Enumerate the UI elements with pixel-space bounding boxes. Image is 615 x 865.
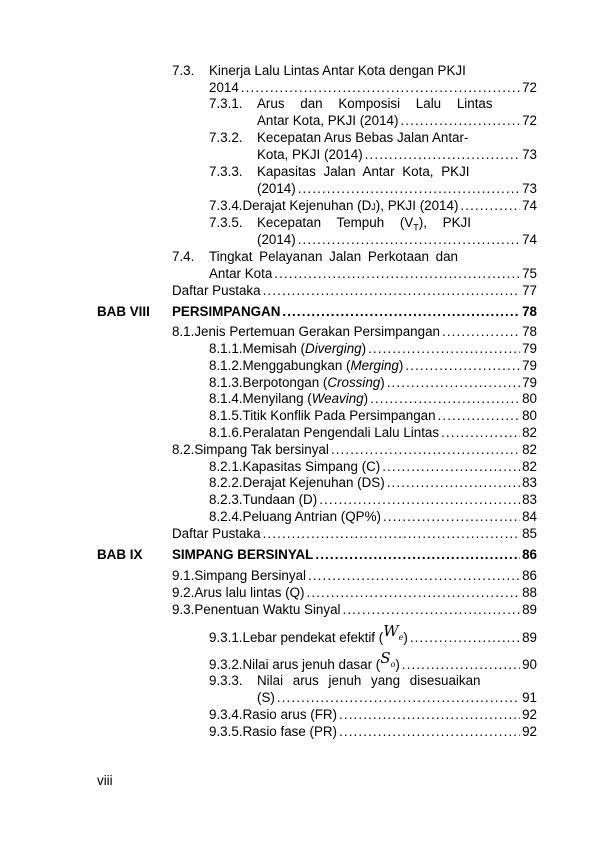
toc-entry-7-3-5-cont: (2014) . . . 74 xyxy=(257,232,537,248)
toc-entry-7-3-3: 7.3.3. Kapasitas Jalan Antar Kota, PKJI xyxy=(209,164,470,179)
leader-dots xyxy=(298,181,520,197)
leader-dots xyxy=(339,724,520,740)
toc-entry-8-2-4: 8.2.4. Peluang Antrian (QP%) . . . 84 xyxy=(209,509,537,525)
leader-dots xyxy=(460,198,520,214)
toc-entry-7-3-5: 7.3.5. Kecepatan Tempuh $(V_T)$, PKJI xyxy=(209,215,471,233)
leader-dots xyxy=(438,408,521,424)
leader-dots xyxy=(383,509,520,525)
leader-dots xyxy=(263,283,521,299)
toc-entry-7-3-1-cont: Antar Kota, PKJI (2014) . . . 72 xyxy=(257,113,537,129)
toc-entry-8-1-5: 8.1.5. Titik Konflik Pada Persimpangan . . . 80 xyxy=(209,408,537,424)
toc-entry-8-2-1: 8.2.1. Kapasitas Simpang (C) . . . 82 xyxy=(209,459,537,475)
toc-entry-8-1-6: 8.1.6. Peralatan Pengendali Lalu Lintas . . . 82 xyxy=(209,425,537,441)
toc-entry-9-3: 9.3. Penentuan Waktu Sinyal . . . 89 xyxy=(172,602,537,618)
toc-entry-8-1-3: 8.1.3. Berpotongan ( Crossing ) . . . 79 xyxy=(209,375,537,391)
toc-entry-9-3-2: 9.3.2. Nilai arus jenuh dasar ( $S_o$ ) . . . 90 xyxy=(209,656,537,679)
toc-entry-8-1-4: 8.1.4. Menyilang ( Weaving ) . . . 80 xyxy=(209,391,537,407)
toc-entry-9-3-5: 9.3.5. Rasio fase (PR) . . . 92 xyxy=(209,724,537,740)
toc-entry-8-2-2: 8.2.2. Derajat Kejenuhan (DS) . . . 83 xyxy=(209,475,537,491)
toc-entry-8-1: 8.1. Jenis Pertemuan Gerakan Persimpangan . . . 78 xyxy=(172,324,537,340)
toc-chapter-simpang-bersinyal: SIMPANG BERSINYAL . . . 86 xyxy=(172,547,537,563)
leader-dots xyxy=(241,80,520,96)
toc-entry-8-1-1: 8.1.1. Memisah ( Diverging ) . . . 79 xyxy=(209,341,537,357)
toc-entry-8-1-2: 8.1.2. Menggabungkan ( Merging ) . . . 79 xyxy=(209,358,537,374)
toc-entry-9-3-1: 9.3.1. Lebar pendekat efektif ( $W_e$ ) . . . 89 xyxy=(209,629,537,652)
toc-entry-7-4: 7.4. Tingkat Pelayanan Jalan Perkotaan dan xyxy=(172,249,458,264)
toc-entry-7-4-cont: Antar Kota . . . 75 xyxy=(209,266,537,282)
math-symbol-so: $S_o$ xyxy=(380,649,396,669)
leader-dots xyxy=(382,459,520,475)
leader-dots xyxy=(370,391,520,407)
page-number: viii xyxy=(97,773,113,788)
toc-entry-7-3-2: 7.3.2. Kecepatan Arus Bebas Jalan Antar- xyxy=(209,130,469,145)
toc-entry-7-3: 7.3. Kinerja Lalu Lintas Antar Kota dengan PKJI xyxy=(172,63,466,78)
toc-entry-7-3-4: 7.3.4. Derajat Kejenuhan (D J ), PKJI (2014) . . . 74 xyxy=(209,198,537,215)
leader-dots xyxy=(274,266,520,282)
chapter-label-bab-ix: BAB IX xyxy=(97,547,143,562)
leader-dots xyxy=(282,304,520,320)
leader-dots xyxy=(277,690,520,706)
leader-dots xyxy=(400,113,520,129)
leader-dots xyxy=(308,568,520,584)
toc-entry-7-3-3-cont: (2014) . . . 73 xyxy=(257,181,537,197)
toc-entry-daftar-pustaka-7: Daftar Pustaka . . . 77 xyxy=(172,283,537,299)
toc-entry-8-2: 8.2. Simpang Tak bersinyal . . . 82 xyxy=(172,442,537,458)
toc-entry-8-2-3: 8.2.3. Tundaan (D) . . . 83 xyxy=(209,492,537,508)
chapter-label-bab-viii: BAB VIII xyxy=(97,304,150,319)
leader-dots xyxy=(365,147,520,163)
toc-entry-9-3-3-cont: (S) . . . 91 xyxy=(257,690,537,706)
leader-dots xyxy=(441,425,520,441)
leader-dots xyxy=(331,442,520,458)
math-symbol-we: $W_e$ xyxy=(383,622,404,642)
leader-dots xyxy=(319,492,520,508)
leader-dots xyxy=(298,232,520,248)
toc-entry-9-2: 9.2. Arus lalu lintas (Q) . . . 88 xyxy=(172,585,537,601)
leader-dots xyxy=(343,602,521,618)
toc-entry-9-3-4: 9.3.4. Rasio arus (FR) . . . 92 xyxy=(209,707,537,723)
leader-dots xyxy=(387,475,520,491)
leader-dots xyxy=(402,657,520,673)
toc-entry-7-3-2-cont: Kota, PKJI (2014) . . . 73 xyxy=(257,147,537,163)
toc-chapter-persimpangan: PERSIMPANGAN . . . 78 xyxy=(172,304,537,320)
toc-entry-7-3-1: 7.3.1. Arus dan Komposisi Lalu Lintas xyxy=(209,96,493,111)
leader-dots xyxy=(405,358,520,374)
leader-dots xyxy=(442,324,520,340)
toc-entry-daftar-pustaka-8: Daftar Pustaka . . . 85 xyxy=(172,526,537,542)
leader-dots xyxy=(339,707,520,723)
leader-dots xyxy=(387,375,520,391)
toc-entry-7-3-cont: 2014 . . . 72 xyxy=(209,80,537,96)
leader-dots xyxy=(410,630,520,646)
leader-dots xyxy=(263,526,521,542)
leader-dots xyxy=(315,547,520,563)
toc-entry-9-3-3: 9.3.3. Nilai arus jenuh yang disesuaikan xyxy=(209,673,481,688)
leader-dots xyxy=(368,341,520,357)
leader-dots xyxy=(306,585,520,601)
toc-entry-9-1: 9.1. Simpang Bersinyal . . . 86 xyxy=(172,568,537,584)
